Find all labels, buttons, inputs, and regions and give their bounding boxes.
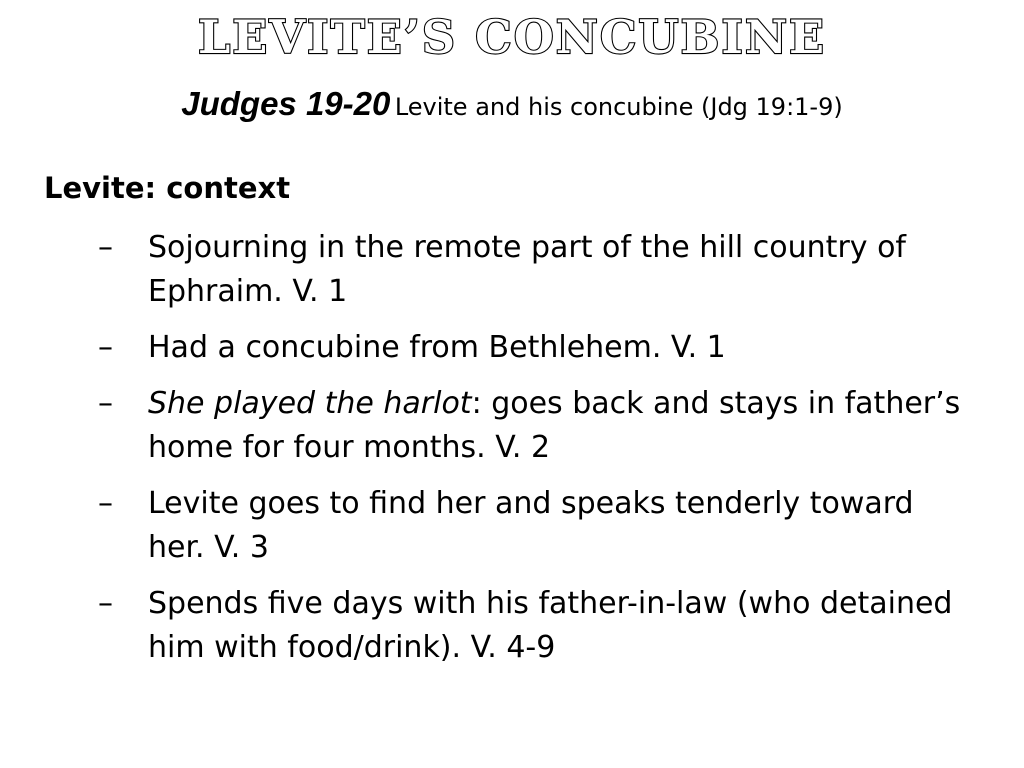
bullet-item	[0, 326, 1024, 370]
bullet-list	[0, 226, 1024, 682]
subtitle-description: Levite and his concubine (Jdg 19:1-9)	[394, 93, 843, 121]
bullet-text: Had a concubine from Bethlehem. V. 1	[148, 330, 726, 365]
bullet-item	[0, 226, 1024, 314]
bullet-dash: –	[98, 230, 113, 265]
bullet-dash: –	[98, 386, 113, 421]
bullet-item	[0, 482, 1024, 570]
bullet-item	[0, 382, 1024, 470]
scripture-reference: Judges 19-20	[181, 85, 391, 122]
bullet-emphasis: She played the harlot	[148, 386, 472, 421]
bullet-item	[0, 582, 1024, 670]
bullet-text: Spends five days with his father-in-law (who detained him with food/drink). V. 4-9	[148, 586, 953, 665]
bullet-text: Sojourning in the remote part of the hill country of Ephraim. V. 1	[148, 230, 906, 309]
slide-subtitle	[0, 82, 1024, 133]
bullet-text: Levite goes to find her and speaks tenderly toward her. V. 3	[148, 486, 914, 565]
section-heading: Levite: context	[44, 171, 291, 205]
bullet-dash: –	[98, 486, 113, 521]
bullet-dash: –	[98, 586, 113, 621]
slide-title: LEVITE’S CONCUBINE	[197, 10, 827, 64]
bullet-text: : goes back and stays in father’s home for four months. V. 2	[148, 386, 961, 465]
bullet-dash: –	[98, 330, 113, 365]
